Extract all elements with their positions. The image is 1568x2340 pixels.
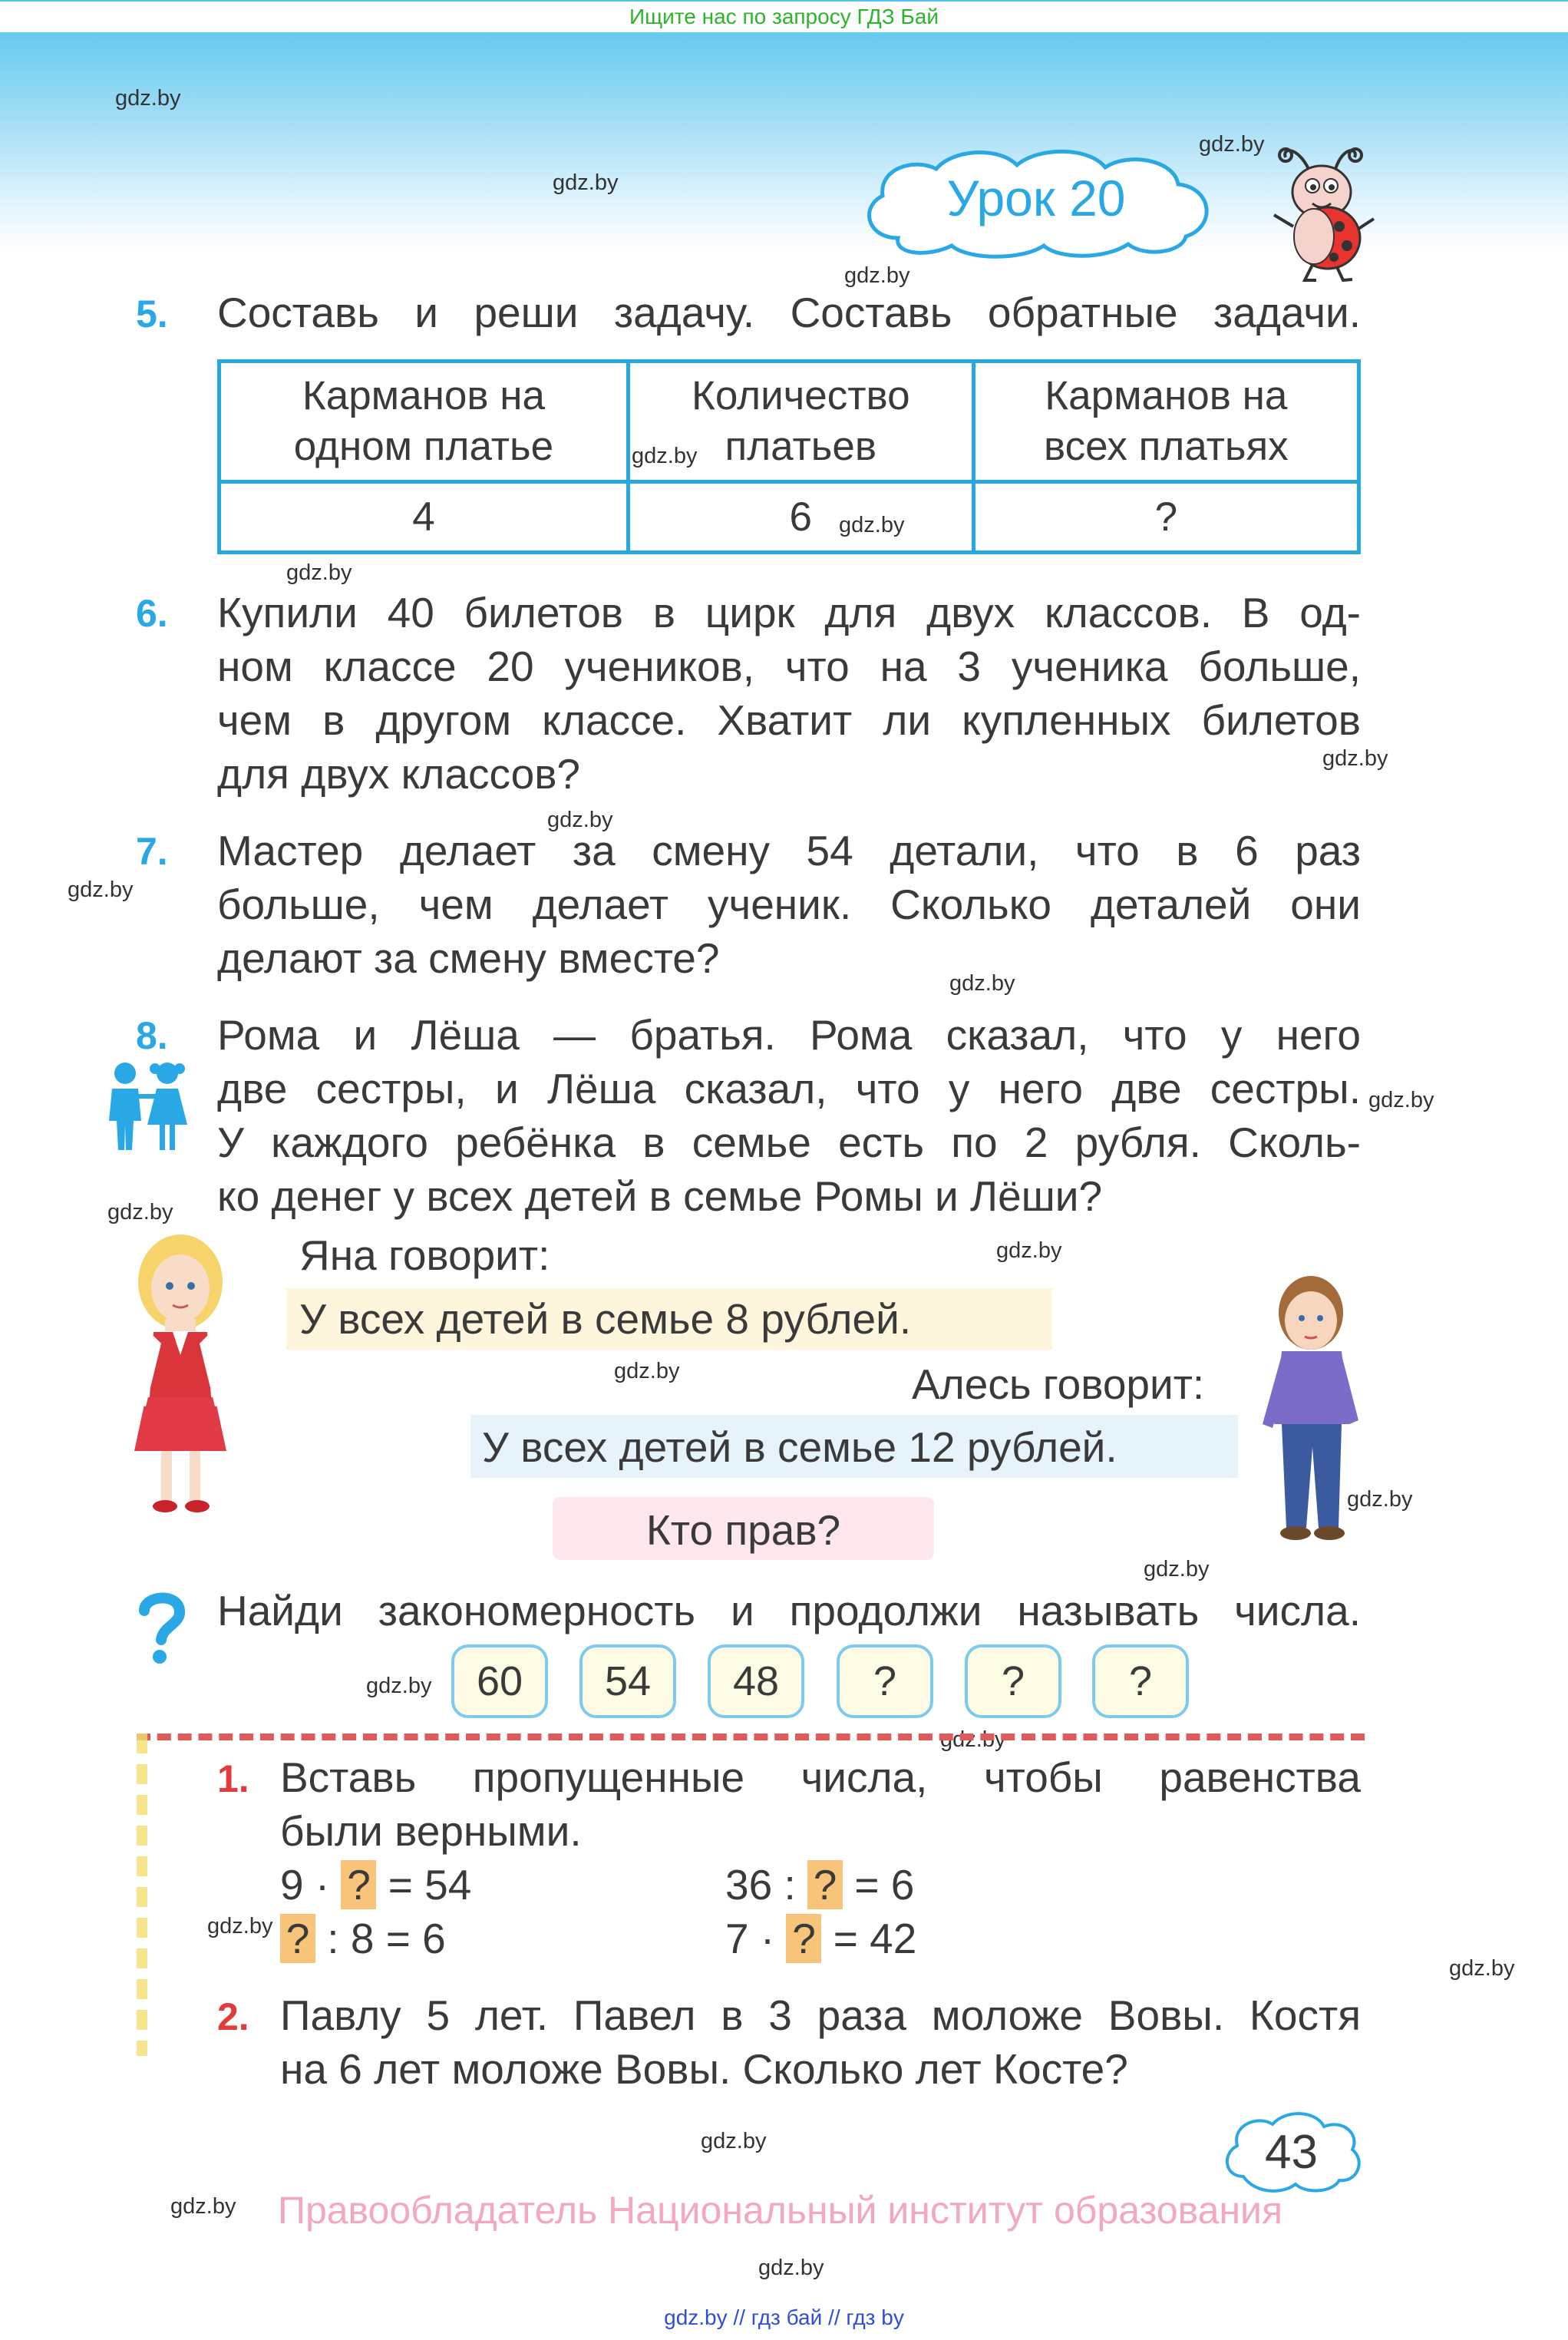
watermark: gdz.by bbox=[996, 1238, 1062, 1263]
sequence-number: ? bbox=[837, 1644, 933, 1718]
watermark: gdz.by bbox=[1144, 1557, 1210, 1581]
watermark: gdz.by bbox=[1449, 1956, 1515, 1981]
task-number: 2. bbox=[217, 1995, 249, 2038]
watermark: gdz.by bbox=[286, 560, 352, 585]
extra-tasks-left-border bbox=[137, 1734, 147, 2056]
top-note: Ищите нас по запросу ГДЗ Бай bbox=[0, 2, 1568, 32]
task-table bbox=[217, 359, 1361, 554]
table-header-cell: Карманов на одном платье bbox=[220, 362, 629, 482]
missing-number-box[interactable]: ? bbox=[280, 1914, 315, 1963]
lesson-title: Урок 20 bbox=[946, 170, 1126, 226]
watermark: gdz.by bbox=[758, 2256, 824, 2280]
watermark: gdz.by bbox=[1199, 132, 1265, 157]
sequence-number: ? bbox=[965, 1644, 1061, 1718]
missing-number-box[interactable]: ? bbox=[786, 1914, 821, 1963]
watermark: gdz.by bbox=[839, 513, 905, 537]
ales-says: Алесь говорит: bbox=[912, 1360, 1205, 1408]
task-text: Мастер делает за смену 54 детали, что в 6 раз больше, чем делает ученик. Сколько деталей они делают за смену вместе? bbox=[217, 827, 1361, 982]
task-number: 6. bbox=[136, 592, 168, 635]
equation: ? : 8 = 6 bbox=[280, 1912, 446, 1965]
missing-number-box[interactable]: ? bbox=[341, 1860, 376, 1909]
task-text: Рома и Лёша — братья. Рома сказал, что у него две сестры, и Лёша сказал, что у него две сестры. У каждого ребёнка в семье есть по 2 рубля. Сколь- ко денег у всех детей в семье Ромы и Лёши? bbox=[217, 1011, 1361, 1220]
watermark: gdz.by bbox=[844, 263, 910, 288]
page-number: 43 bbox=[1265, 2126, 1318, 2179]
table-cell: 6 bbox=[628, 482, 973, 553]
girl-illustration bbox=[119, 1228, 249, 1520]
table-cell: 4 bbox=[220, 482, 629, 553]
task-text: Составь и реши задачу. Составь обратные задачи. bbox=[217, 289, 1361, 336]
watermark: gdz.by bbox=[614, 1359, 680, 1383]
watermark: gdz.by bbox=[1347, 1487, 1413, 1512]
sequence-number: ? bbox=[1092, 1644, 1189, 1718]
task-number: 5. bbox=[136, 292, 168, 335]
watermark: gdz.by bbox=[553, 170, 619, 195]
task-number: 7. bbox=[136, 830, 168, 873]
sequence-number: 54 bbox=[579, 1644, 676, 1718]
table-cell: ? bbox=[973, 482, 1358, 553]
footer-links[interactable]: gdz.by // гдз бай // гдз by bbox=[664, 2305, 904, 2329]
watermark: gdz.by bbox=[1322, 746, 1388, 771]
task-text: Павлу 5 лет. Павел в 3 раза моложе Вовы. Костя на 6 лет моложе Вовы. Сколько лет Косте? bbox=[280, 1991, 1361, 2093]
watermark: gdz.by bbox=[547, 808, 613, 832]
watermark: gdz.by bbox=[170, 2194, 236, 2219]
watermark: gdz.by bbox=[115, 86, 181, 111]
watermark: gdz.by bbox=[366, 1674, 432, 1698]
pattern-text: Найди закономерность и продолжи называть числа. bbox=[217, 1587, 1361, 1634]
watermark: gdz.by bbox=[1368, 1088, 1434, 1112]
watermark: gdz.by bbox=[949, 971, 1015, 996]
sequence-number: 60 bbox=[451, 1644, 548, 1718]
yana-answer: У всех детей в семье 8 рублей. bbox=[299, 1295, 912, 1343]
equation: 36 : ? = 6 bbox=[725, 1861, 915, 1909]
who-right: Кто прав? bbox=[645, 1506, 841, 1554]
children-icon bbox=[98, 1059, 194, 1152]
question-icon bbox=[130, 1589, 192, 1666]
watermark: gdz.by bbox=[632, 444, 698, 468]
missing-number-box[interactable]: ? bbox=[807, 1860, 843, 1909]
watermark: gdz.by bbox=[107, 1200, 173, 1225]
yana-says: Яна говорит: bbox=[299, 1231, 550, 1279]
extra-tasks-top-border bbox=[137, 1734, 1365, 1740]
table-header-cell: Количество платьев bbox=[628, 362, 973, 482]
equation: 9 · ? = 54 bbox=[280, 1861, 472, 1909]
watermark: gdz.by bbox=[68, 878, 134, 902]
task-text: Вставь пропущенные числа, чтобы равенства были верными. bbox=[280, 1753, 1361, 1855]
task-number: 1. bbox=[217, 1757, 249, 1800]
ladybug-illustration bbox=[1266, 138, 1381, 284]
equation: 7 · ? = 42 bbox=[725, 1915, 917, 1962]
boy-illustration bbox=[1251, 1271, 1366, 1555]
task-text: Купили 40 билетов в цирк для двух классов. В од- ном классе 20 учеников, что на 3 ученика больше, чем в другом классе. Хватит ли купленных билетов для двух классов? bbox=[217, 589, 1361, 798]
watermark: gdz.by bbox=[701, 2129, 767, 2153]
task-number: 8. bbox=[136, 1014, 168, 1057]
sequence-number: 48 bbox=[708, 1644, 804, 1718]
table-header-cell: Карманов на всех платьях bbox=[973, 362, 1358, 482]
ales-answer: У всех детей в семье 12 рублей. bbox=[482, 1423, 1117, 1471]
watermark: gdz.by bbox=[207, 1914, 273, 1938]
watermark: gdz.by bbox=[940, 1727, 1006, 1752]
copyright-owner: Правообладатель Национальный институт образования bbox=[278, 2189, 1283, 2232]
